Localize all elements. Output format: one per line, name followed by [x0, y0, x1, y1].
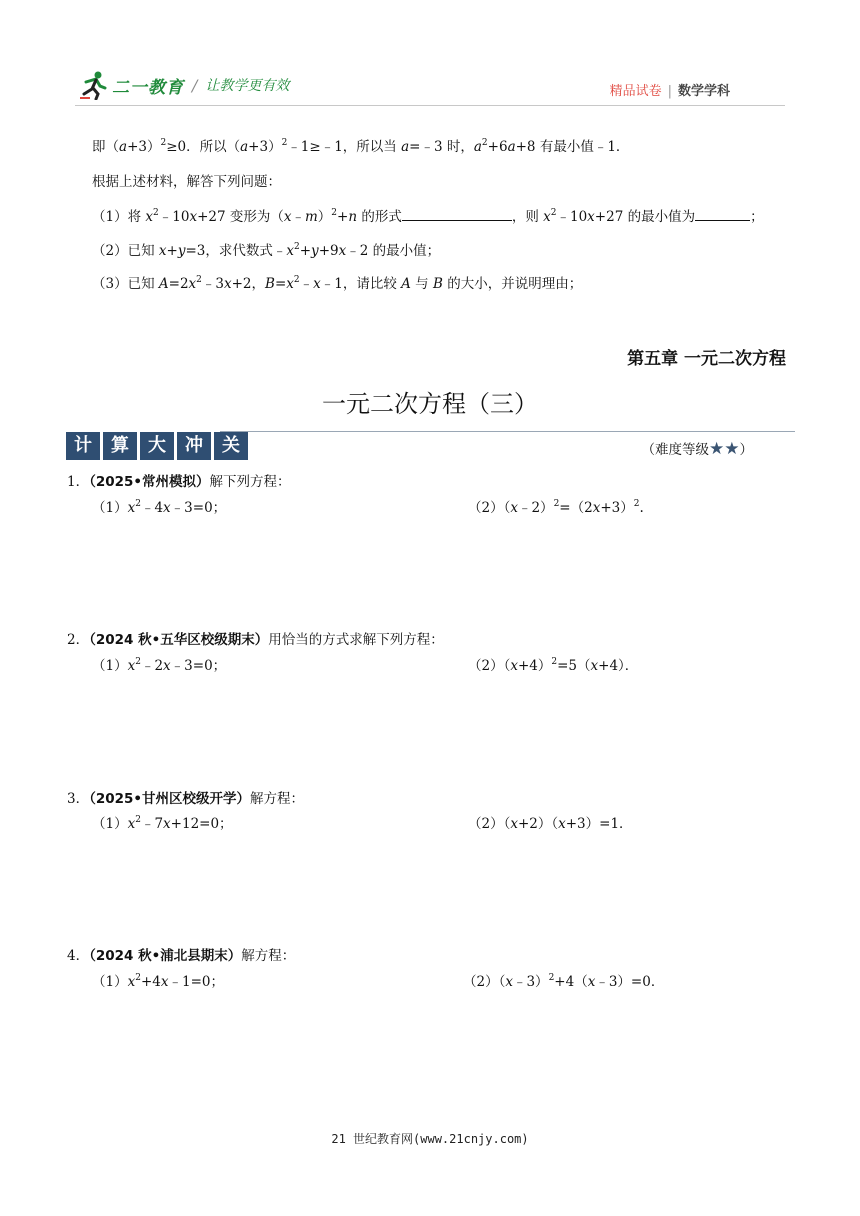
- question-1-part-2: $(2)(x﹣2)^2=(2x+3)^2$.: [468, 499, 644, 516]
- tag-subject: 数学学科: [677, 84, 730, 99]
- question-4-part-2: （2）（x﹣3）$^2$+4（x﹣3）=0．: [463, 973, 665, 990]
- header-tags: [610, 80, 730, 99]
- page-title: 一元二次方程（三）: [322, 390, 538, 418]
- brand-slogan: 让教学更有效: [205, 78, 290, 94]
- banner-char: 大: [140, 432, 174, 460]
- question-1-part-1: $(1)x^2﹣4x﹣3=0$；: [92, 499, 227, 516]
- intro-line-2: 根据上述材料，解答下列问题：: [92, 174, 281, 190]
- answer-blank-1[interactable]: [402, 208, 512, 221]
- question-3-part-2: （2）（x+2）（x+3）=1．: [468, 816, 633, 832]
- banner-char: 算: [103, 432, 137, 460]
- question-4-part-1: $(1)x^2+4x﹣1=0$；: [92, 973, 224, 990]
- question-1-header: 1．（2025•常州模拟）解下列方程：: [67, 474, 291, 490]
- banner-char: 冲: [177, 432, 211, 460]
- question-3-part-1: $(1)x^2﹣7x+12=0$；: [92, 815, 233, 832]
- header-slash: /: [192, 75, 198, 95]
- page-footer: 21 世纪教育网(www.21cnjy.com): [331, 1132, 529, 1146]
- banner-char: 计: [66, 432, 100, 460]
- header-divider: [75, 105, 785, 106]
- intro-question-3: （3）已知 $A=2x^2﹣3x+2$，$B=x^2﹣x﹣1$，请比较 A 与 B 的大小，并说明理由；: [92, 275, 583, 292]
- answer-blank-2[interactable]: [695, 208, 750, 221]
- banner-char: 关: [214, 432, 248, 460]
- tag-exam: 精品试卷: [609, 84, 662, 99]
- header-logo: [78, 68, 289, 102]
- section-banner: [66, 432, 251, 460]
- star-icon: ★★: [709, 439, 740, 459]
- chapter-heading: 第五章 一元二次方程: [627, 349, 786, 369]
- difficulty-rating: （难度等级★★）: [641, 439, 753, 459]
- brand-name: 二一教育: [112, 77, 184, 98]
- question-2-part-1: $(1)x^2﹣2x﹣3=0$；: [92, 657, 227, 674]
- intro-question-2: （2）已知 x+y=3，求代数式$﹣x^2+y+9x﹣2$ 的最小值；: [92, 242, 441, 259]
- question-2-part-2: $(2)(x+4)^2=5(x+4)$．: [468, 657, 639, 674]
- question-3-header: 3．（2025•甘州区校级开学）解方程：: [67, 791, 305, 807]
- question-4-header: 4．（2024 秋•浦北县期末）解方程：: [67, 948, 296, 964]
- banner-rule: [220, 431, 795, 432]
- intro-question-1: （1）将 $x^2﹣10x+27$ 变形为（x﹣m）$^2$+n 的形式 ，则 $x^2﹣10x+27$ 的最小值为 ；: [92, 208, 764, 225]
- runner-logo-icon: [78, 70, 108, 100]
- tag-separator: |: [667, 84, 672, 99]
- question-2-header: 2．（2024 秋•五华区校级期末）用恰当的方式求解下列方程：: [67, 632, 444, 648]
- intro-line-1: 即$(a+3)^2\ge 0$．所以$(a+3)^2﹣1\ge﹣1$，所以当 a=﹣3 时，$a^2+6a+8$ 有最小值﹣1．: [92, 138, 630, 155]
